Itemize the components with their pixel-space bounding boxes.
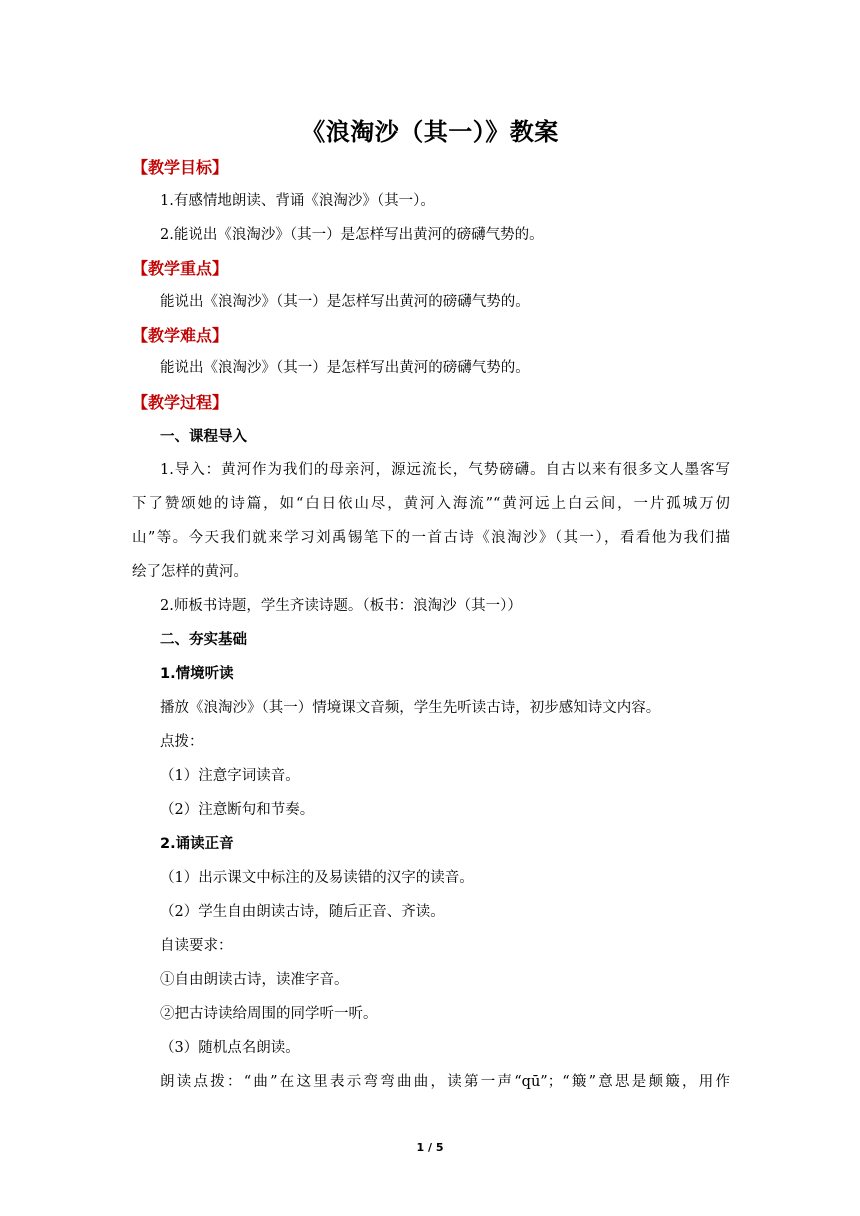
hint-item-1: （1）注意字词读音。 — [160, 768, 300, 784]
self-read-label: 自读要求： — [160, 938, 233, 954]
goal-2: 2.能说出《浪淘沙》（其一）是怎样写出黄河的磅礴气势的。 — [160, 227, 544, 243]
requirement-2: ②把古诗读给周围的同学听一听。 — [160, 1006, 378, 1022]
subsection-2-heading: 2.诵读正音 — [160, 836, 234, 852]
key-points-heading: 【教学重点】 — [132, 259, 229, 278]
paragraph-line: 下了赞颂她的诗篇，如“白日依山尽，黄河入海流”“黄河远上白云间，一片孤城万仞 — [132, 496, 730, 512]
read-item-1: （1）出示课文中标注的及易读错的汉字的读音。 — [160, 870, 474, 886]
page-title: 《浪淘沙（其一）》教案 — [301, 118, 559, 146]
page-number: 1 / 5 — [416, 1141, 444, 1154]
read-item-2: （2）学生自由朗读古诗，随后正音、齐读。 — [160, 904, 445, 920]
hint-label: 点拨： — [160, 734, 204, 750]
goal-1: 1.有感情地朗读、背诵《浪淘沙》（其一）。 — [160, 193, 435, 209]
hint-item-2: （2）注意断句和节奏。 — [160, 802, 315, 818]
paragraph-2: 2.师板书诗题，学生齐读诗题。（板书：浪淘沙（其一）） — [160, 598, 522, 614]
read-item-3: （3）随机点名朗读。 — [160, 1040, 300, 1056]
part2-heading: 二、夯实基础 — [160, 632, 247, 648]
difficulty-heading: 【教学难点】 — [132, 326, 229, 345]
teaching-goals-heading: 【教学目标】 — [132, 158, 229, 177]
requirement-1: ①自由朗读古诗，读准字音。 — [160, 972, 349, 988]
paragraph-line: 1.导入：黄河作为我们的母亲河，源远流长，气势磅礴。自古以来有很多文人墨客写 — [160, 462, 730, 478]
part1-heading: 一、课程导入 — [160, 429, 247, 445]
key-points-text: 能说出《浪淘沙》（其一）是怎样写出黄河的磅礴气势的。 — [160, 294, 530, 310]
paragraph-line: 山”等。今天我们就来学习刘禹锡笔下的一首古诗《浪淘沙》（其一），看看他为我们描 — [132, 530, 730, 546]
subsection-1-text: 播放《浪淘沙》（其一）情境课文音频，学生先听读古诗，初步感知诗文内容。 — [160, 700, 661, 716]
difficulty-text: 能说出《浪淘沙》（其一）是怎样写出黄河的磅礴气势的。 — [160, 360, 530, 376]
process-heading: 【教学过程】 — [132, 393, 229, 412]
reading-tip: 朗读点拨：“曲”在这里表示弯弯曲曲，读第一声“qū”；“簸”意思是颠簸，用作 — [160, 1074, 730, 1090]
subsection-1-heading: 1.情境听读 — [160, 666, 234, 682]
paragraph-line: 绘了怎样的黄河。 — [132, 564, 248, 580]
